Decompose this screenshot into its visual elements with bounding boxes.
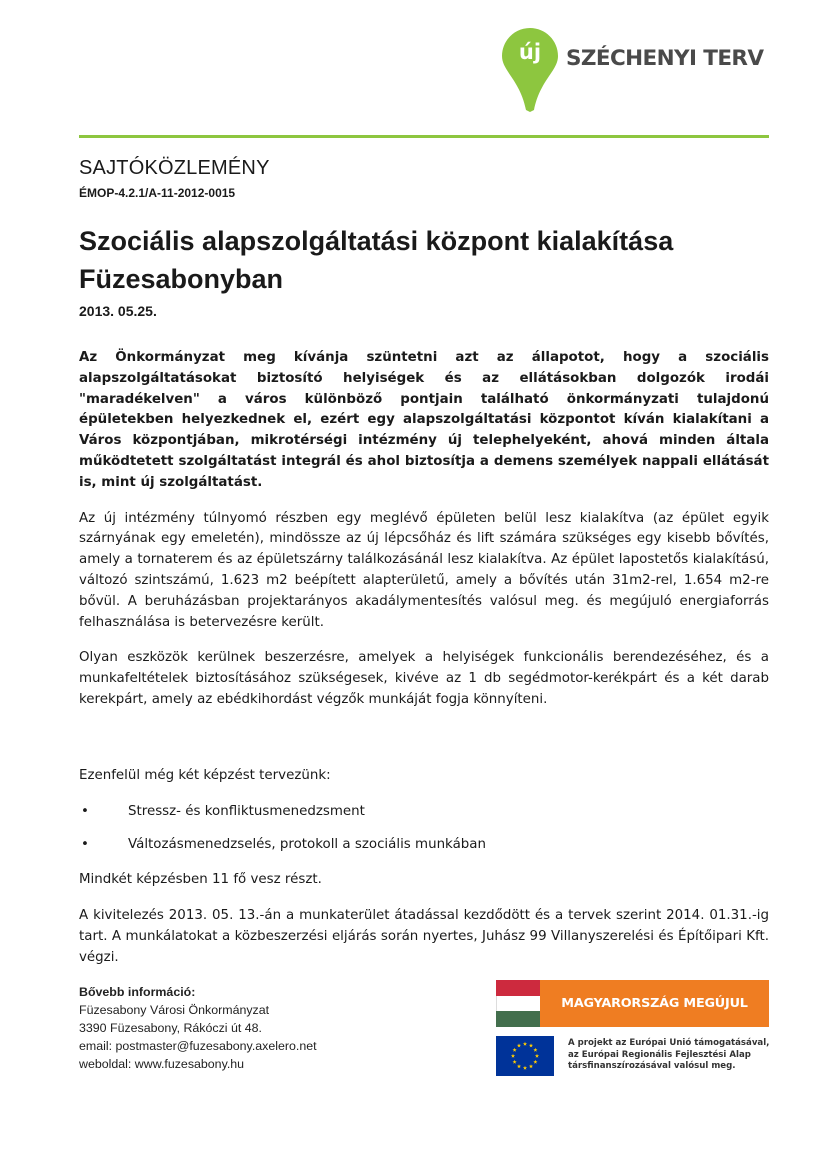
list-item: [79, 802, 769, 823]
contact-website: weboldal: www.fuzesabony.hu: [79, 1057, 245, 1071]
header-divider: [79, 135, 769, 138]
publication-date: 2013. 05.25.: [79, 303, 157, 319]
eu-funding-notice: [496, 1036, 776, 1078]
logo-text: SZÉCHENYI TERV: [566, 46, 764, 71]
paragraph-participants: Mindkét képzésben 11 fő vesz részt.: [79, 872, 322, 888]
bullet-icon: •: [81, 803, 89, 819]
contact-org: Füzesabony Városi Önkormányzat: [79, 1003, 270, 1017]
contact-heading: Bővebb információ:: [79, 985, 196, 999]
eu-text-line-3: társfinanszírozásával valósul meg.: [568, 1061, 736, 1071]
eu-flag-icon: [496, 1036, 554, 1076]
hungarian-flag-icon: [496, 980, 540, 1027]
page-title: [79, 222, 779, 298]
body-text: [79, 348, 769, 983]
szechenyi-terv-logo: [502, 28, 772, 112]
paragraph-trainings-intro: Ezenfelül még két képzést tervezünk:: [79, 767, 331, 783]
contact-address: 3390 Füzesabony, Rákóczi út 48.: [79, 1021, 262, 1035]
document-type: SAJTÓKÖZLEMÉNY: [79, 157, 270, 179]
training-list: [79, 802, 769, 857]
logo-pin-text: új: [518, 40, 542, 64]
paragraph-building: Az új intézmény túlnyomó részben egy meglévő épületen belül lesz kialakítva (az épület egyik szárnyának egy emeletén), mindössze az új lépcsőház és lift számára szükséges egy kisebb bővítés, amely a tornaterem és az épületszárny találkozásánál lesz kialakítva. Az épület lapostetős kialakítású, változó szintszámú, 1.623 m2 beépített alapterületű, amely a bővítés után 31m2-rel, 1.654 m2-re bővül. A beruházásban projektarányos akadálymentesítés valósul meg. és megújuló energiaforrás felhasználása is betervezésre került.: [79, 510, 769, 630]
eu-funding-text: [568, 1038, 769, 1073]
list-item: [79, 835, 769, 856]
title-line-2: Füzesabonyban: [79, 264, 284, 294]
contact-email: email: postmaster@fuzesabony.axelero.net: [79, 1039, 317, 1053]
paragraph-construction: A kivitelezés 2013. 05. 13.-án a munkaterület átadással kezdődött és a tervek szerint 2014. 01.31.-ig tart. A munkálatokat a közbeszerzési eljárás során nyertes, Juhász 99 Villanyszerelési és Építőipari Kft. végzi.: [79, 907, 769, 965]
bullet-icon: •: [81, 837, 89, 853]
list-item-label: Stressz- és konfliktusmenedzsment: [128, 803, 365, 819]
list-item-label: Változásmenedzselés, protokoll a szociális munkában: [128, 837, 486, 853]
lead-paragraph: Az Önkormányzat meg kívánja szüntetni azt az állapotot, hogy a szociális alapszolgáltatásokat biztosító helyiségek és az ellátásokban dolgozók irodái "maradékelven" a város különböző pontjain található önkormányzati tulajdonú épületekben helyezkednek el, ezért egy alapszolgáltatási központot kíván kialakítani a Város központjában, mikrotérségi intézmény új telephelyeként, ahová minden általa működtetett szolgáltatást integrál és ahol biztosítja a demens személyek nappali ellátását is, mint új szolgáltatást.: [79, 350, 769, 490]
mm-logo-text: MAGYARORSZÁG MEGÚJUL: [540, 980, 769, 1027]
eu-text-line-2: az Európai Regionális Fejlesztési Alap: [568, 1049, 751, 1060]
magyarorszag-megujul-logo: [496, 980, 769, 1027]
project-code: ÉMOP-4.2.1/A-11-2012-0015: [79, 186, 236, 200]
eu-text-line-1: A projekt az Európai Unió támogatásával,: [568, 1038, 770, 1048]
paragraph-equipment: Olyan eszközök kerülnek beszerzésre, amelyek a helyiségek funkcionális berendezéséhez, és a munkafeltételek biztosításához szükségesek, kivéve az 1 db segédmotor-kerékpárt és a két darab kerekpárt, amely az ebédkihordást végzők munkáját fogja könnyíteni.: [79, 650, 769, 707]
title-line-1: Szociális alapszolgáltatási központ kialakítása: [79, 226, 674, 256]
contact-info: [79, 983, 317, 1073]
